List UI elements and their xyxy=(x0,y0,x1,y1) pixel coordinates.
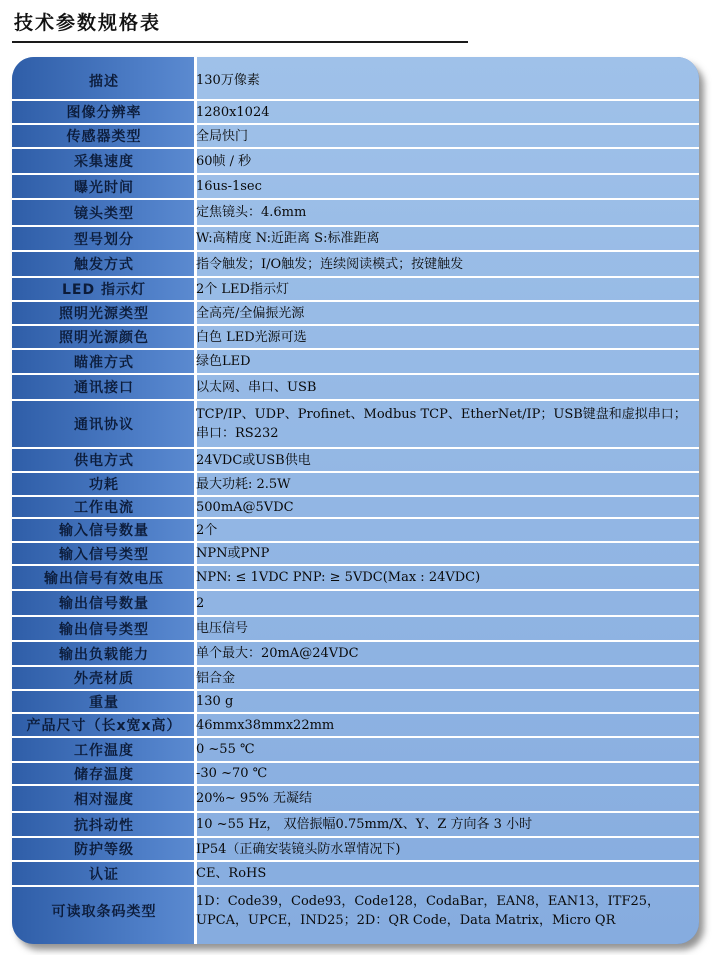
table-row xyxy=(12,496,699,518)
spec-value: 2 xyxy=(196,590,699,616)
spec-label: 重量 xyxy=(12,690,196,713)
spec-value: 500mA@5VDC xyxy=(196,496,699,518)
spec-label: 图像分辨率 xyxy=(12,100,196,124)
table-row xyxy=(12,124,699,148)
spec-value: 铝合金 xyxy=(196,666,699,690)
spec-label: 外壳材质 xyxy=(12,666,196,690)
spec-value: 16us-1sec xyxy=(196,174,699,199)
table-row xyxy=(12,690,699,713)
spec-value: 24VDC或USB供电 xyxy=(196,448,699,472)
spec-value: 单个最大：20mA@24VDC xyxy=(196,641,699,666)
page-title: 技术参数规格表 xyxy=(14,12,162,34)
table-row xyxy=(12,148,699,174)
spec-value: NPN: ≤ 1VDC PNP: ≥ 5VDC(Max : 24VDC) xyxy=(196,565,699,590)
spec-label: 照明光源类型 xyxy=(12,301,196,325)
spec-label: 触发方式 xyxy=(12,251,196,277)
spec-label: 相对湿度 xyxy=(12,785,196,812)
table-row xyxy=(12,590,699,616)
table-row xyxy=(12,861,699,886)
table-row xyxy=(12,174,699,199)
spec-value: 全局快门 xyxy=(196,124,699,148)
spec-label: 输入信号数量 xyxy=(12,518,196,542)
spec-label: 镜头类型 xyxy=(12,199,196,226)
spec-label: 通讯接口 xyxy=(12,374,196,400)
spec-value: CE、RoHS xyxy=(196,861,699,886)
spec-label: 输出信号有效电压 xyxy=(12,565,196,590)
table-row xyxy=(12,251,699,277)
table-row xyxy=(12,518,699,542)
table-row xyxy=(12,277,699,301)
spec-label: 工作电流 xyxy=(12,496,196,518)
spec-label: 产品尺寸（长x宽x高） xyxy=(12,713,196,737)
table-row xyxy=(12,448,699,472)
spec-label: 防护等级 xyxy=(12,837,196,861)
spec-value: 指令触发；I/O触发；连续阅读模式；按键触发 xyxy=(196,251,699,277)
spec-label: 传感器类型 xyxy=(12,124,196,148)
spec-table-panel xyxy=(12,57,699,944)
spec-value: 电压信号 xyxy=(196,616,699,641)
table-row xyxy=(12,100,699,124)
table-row xyxy=(12,374,699,400)
table-row xyxy=(12,616,699,641)
spec-label: 输出信号数量 xyxy=(12,590,196,616)
spec-table xyxy=(12,62,699,934)
spec-value: 全高亮/全偏振光源 xyxy=(196,301,699,325)
spec-value: 定焦镜头：4.6mm xyxy=(196,199,699,226)
spec-value: 2个 xyxy=(196,518,699,542)
spec-value: 130万像素 xyxy=(196,62,699,100)
spec-value: 46mmx38mmx22mm xyxy=(196,713,699,737)
spec-value: 20%~ 95% 无凝结 xyxy=(196,785,699,812)
spec-value: 1D：Code39，Code93，Code128，CodaBar，EAN8，EAN13，ITF25，UPCA，UPCE，IND25；2D：QR Code，Data Matrix，Micro QR xyxy=(196,893,661,928)
spec-label: 功耗 xyxy=(12,472,196,496)
spec-label: 输入信号类型 xyxy=(12,542,196,565)
spec-value: 60帧 / 秒 xyxy=(196,148,699,174)
spec-value: 1280x1024 xyxy=(196,100,699,124)
table-row xyxy=(12,737,699,762)
table-row xyxy=(12,325,699,349)
table-row xyxy=(12,565,699,590)
spec-value: 10 ~55 Hz， 双倍振幅0.75mm/X、Y、Z 方向各 3 小时 xyxy=(196,812,699,837)
table-row xyxy=(12,886,699,934)
spec-value: 最大功耗: 2.5W xyxy=(196,472,699,496)
spec-label: 曝光时间 xyxy=(12,174,196,199)
spec-label: 储存温度 xyxy=(12,762,196,785)
spec-label: 描述 xyxy=(12,62,196,100)
spec-value: NPN或PNP xyxy=(196,542,699,565)
table-row xyxy=(12,785,699,812)
table-row xyxy=(12,226,699,251)
spec-value: W:高精度 N:近距离 S:标准距离 xyxy=(196,226,699,251)
spec-label: 型号划分 xyxy=(12,226,196,251)
spec-label: 照明光源颜色 xyxy=(12,325,196,349)
spec-label: 输出负载能力 xyxy=(12,641,196,666)
spec-value: 0 ~55 ℃ xyxy=(196,737,699,762)
spec-value: 绿色LED xyxy=(196,349,699,374)
spec-label: 瞄准方式 xyxy=(12,349,196,374)
table-row xyxy=(12,713,699,737)
table-row xyxy=(12,349,699,374)
spec-value: IP54（正确安装镜头防水罩情况下) xyxy=(196,837,699,861)
table-row xyxy=(12,542,699,565)
title-underline xyxy=(12,41,468,43)
spec-label: 通讯协议 xyxy=(12,400,196,448)
table-row xyxy=(12,812,699,837)
table-row xyxy=(12,472,699,496)
spec-value: 白色 LED光源可选 xyxy=(196,325,699,349)
table-row xyxy=(12,837,699,861)
table-row xyxy=(12,199,699,226)
spec-label: 可读取条码类型 xyxy=(51,903,157,920)
spec-label: 采集速度 xyxy=(12,148,196,174)
spec-label: 认证 xyxy=(12,861,196,886)
spec-label: 输出信号类型 xyxy=(12,616,196,641)
spec-value: TCP/IP、UDP、Profinet、Modbus TCP、EtherNet/IP；USB键盘和虚拟串口；串口：RS232 xyxy=(196,400,699,448)
spec-label: LED 指示灯 xyxy=(12,277,196,301)
table-row xyxy=(12,301,699,325)
spec-label: 工作温度 xyxy=(12,737,196,762)
table-row xyxy=(12,666,699,690)
table-row xyxy=(12,762,699,785)
table-row xyxy=(12,400,699,448)
table-row xyxy=(12,641,699,666)
spec-label: 抗抖动性 xyxy=(12,812,196,837)
spec-value: 2个 LED指示灯 xyxy=(196,277,699,301)
spec-label: 供电方式 xyxy=(12,448,196,472)
spec-value: 130 g xyxy=(196,690,699,713)
spec-value: 以太网、串口、USB xyxy=(196,374,699,400)
table-row xyxy=(12,62,699,100)
spec-value: -30 ~70 ℃ xyxy=(196,762,699,785)
